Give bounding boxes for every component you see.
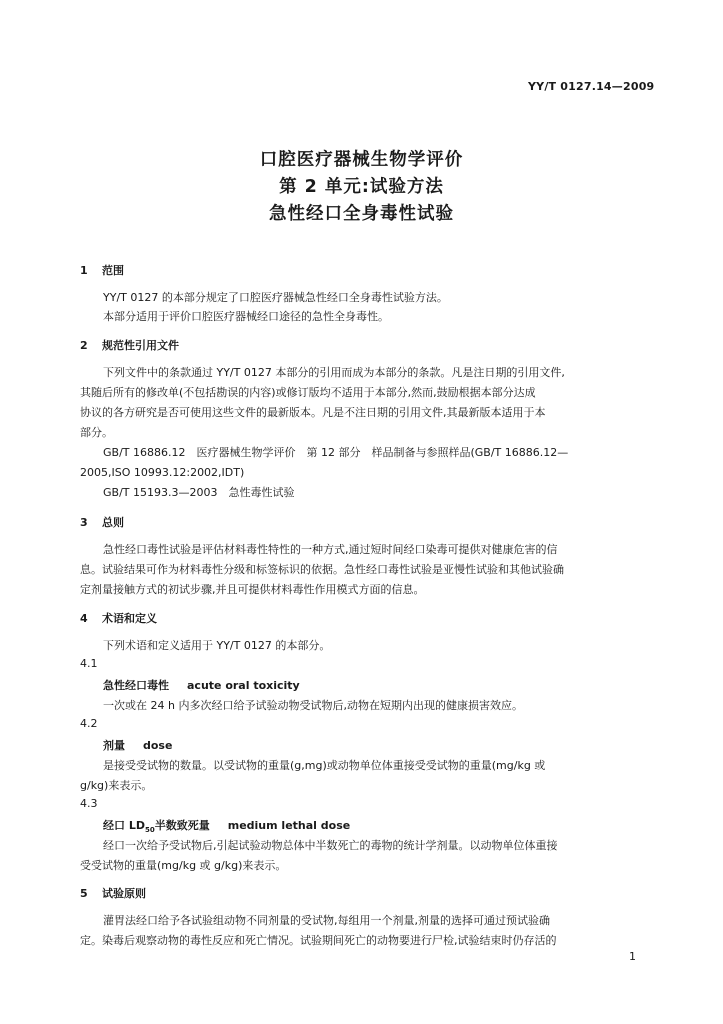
term-entry	[103, 677, 300, 693]
section-title: 范围	[102, 264, 124, 277]
section-5-heading	[80, 885, 146, 901]
reference-line: GB/T 15193.3—2003 急性毒性试验	[103, 486, 295, 499]
page-number: 1	[629, 950, 636, 963]
clause-number: 4.2	[80, 717, 98, 730]
section-1-heading	[80, 262, 124, 278]
paragraph-line: 部分。	[80, 426, 113, 439]
paragraph-line: 定剂量接触方式的初试步骤,并且可提供材料毒性作用模式方面的信息。	[80, 583, 425, 596]
section-4-heading	[80, 610, 157, 626]
definition-line: 受受试物的重量(mg/kg 或 g/kg)来表示。	[80, 859, 287, 872]
reference-line: GB/T 16886.12 医疗器械生物学评价 第 12 部分 样品制备与参照样品(GB/T 16886.12—	[103, 446, 569, 459]
paragraph: 本部分适用于评价口腔医疗器械经口途径的急性全身毒性。	[103, 310, 389, 323]
term-entry	[103, 737, 172, 753]
paragraph-line: 其随后所有的修改单(不包括勘误的内容)或修订版均不适用于本部分,然而,鼓励根据本部分达成	[80, 386, 536, 399]
section-number: 4	[80, 612, 88, 625]
term-chinese: 剂量	[103, 739, 125, 752]
section-number: 2	[80, 339, 88, 352]
section-title: 试验原则	[102, 887, 146, 900]
definition-line: g/kg)来表示。	[80, 779, 153, 792]
term-english: medium lethal dose	[227, 819, 351, 832]
definition-line: 经口一次给予受试物后,引起试验动物总体中半数死亡的毒物的统计学剂量。以动物单位体重接	[103, 839, 558, 852]
paragraph-line: 急性经口毒性试验是评估材料毒性特性的一种方式,通过短时间经口染毒可提供对健康危害的信	[103, 543, 558, 556]
standard-number: YY/T 0127.14—2009	[528, 80, 655, 93]
section-number: 1	[80, 264, 88, 277]
document-title-line-1: 口腔医疗器械生物学评价	[259, 150, 464, 170]
section-number: 3	[80, 516, 88, 529]
term-chinese: 经口 LD	[103, 819, 145, 832]
paragraph: 下列术语和定义适用于 YY/T 0127 的本部分。	[103, 639, 331, 652]
paragraph-line: 息。试验结果可作为材料毒性分级和标签标识的依据。急性经口毒性试验是亚慢性试验和其他试验确	[80, 563, 564, 576]
section-3-heading	[80, 514, 124, 530]
section-title: 规范性引用文件	[102, 339, 179, 352]
clause-number: 4.1	[80, 657, 98, 670]
term-entry	[103, 817, 350, 834]
definition: 一次或在 24 h 内多次经口给予试验动物受试物后,动物在短期内出现的健康损害效应。	[103, 699, 523, 712]
term-chinese: 急性经口毒性	[103, 679, 169, 692]
definition-line: 是接受受试物的数量。以受试物的重量(g,mg)或动物单位体重接受受试物的重量(mg/kg 或	[103, 759, 546, 772]
paragraph-line: 协议的各方研究是否可使用这些文件的最新版本。凡是不注日期的引用文件,其最新版本适用于本	[80, 406, 546, 419]
document-title-line-2: 第 2 单元:试验方法	[279, 177, 444, 197]
reference-line: 2005,ISO 10993.12:2002,IDT)	[80, 466, 245, 479]
paragraph: YY/T 0127 的本部分规定了口腔医疗器械急性经口全身毒性试验方法。	[103, 291, 448, 304]
section-2-heading	[80, 337, 179, 353]
document-title-line-3: 急性经口全身毒性试验	[269, 204, 454, 224]
paragraph-line: 定。染毒后观察动物的毒性反应和死亡情况。试验期间死亡的动物要进行尸检,试验结束时仍存活的	[80, 934, 557, 947]
paragraph-line: 灌胃法经口给予各试验组动物不同剂量的受试物,每组用一个剂量,剂量的选择可通过预试验确	[103, 914, 550, 927]
term-chinese-suffix: 半数致死量	[154, 819, 210, 832]
section-title: 术语和定义	[102, 612, 157, 625]
paragraph-line: 下列文件中的条款通过 YY/T 0127 本部分的引用而成为本部分的条款。凡是注日期的引用文件,	[103, 366, 565, 379]
term-english: dose	[143, 739, 173, 752]
clause-number: 4.3	[80, 797, 98, 810]
section-title: 总则	[102, 516, 124, 529]
term-english: acute oral toxicity	[187, 679, 300, 692]
term-subscript: 50	[144, 826, 155, 835]
section-number: 5	[80, 887, 88, 900]
